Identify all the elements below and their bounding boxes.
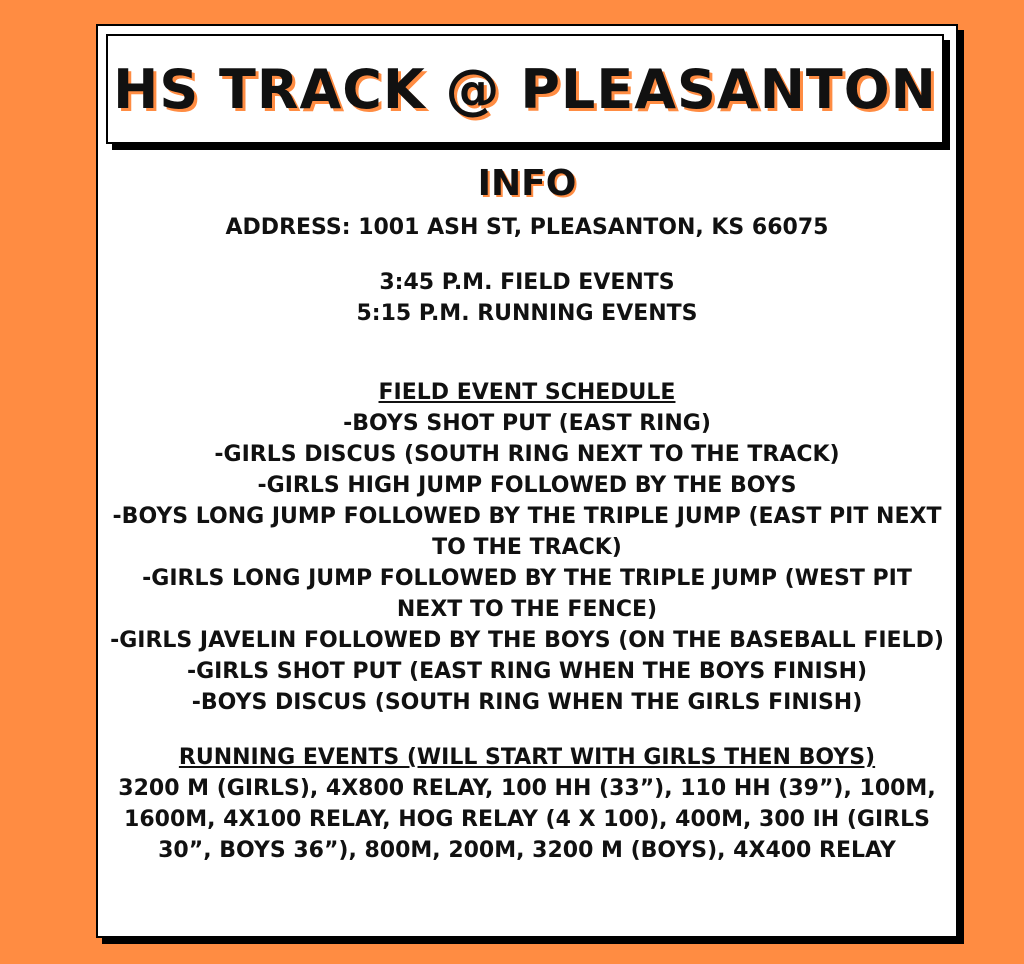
field-event-item: -GIRLS HIGH JUMP FOLLOWED BY THE BOYS xyxy=(257,473,797,498)
running-events-list: 3200 M (GIRLS), 4X800 RELAY, 100 HH (33”), 110 HH (39”), 100M, 1600M, 4X100 RELAY, HOG RELAY (4 X 100), 400M, 300 IH (GIRLS 30”, BOYS 36”), 800M, 200M, 3200 M (BOYS), 4X400 RELAY xyxy=(118,776,936,863)
start-times xyxy=(98,267,956,329)
field-event-item: -BOYS DISCUS (SOUTH RING WHEN THE GIRLS FINISH) xyxy=(191,690,863,715)
field-schedule-heading: FIELD EVENT SCHEDULE xyxy=(378,380,676,405)
field-event-item: -BOYS LONG JUMP FOLLOWED BY THE TRIPLE JUMP (EAST PIT NEXT TO THE TRACK) xyxy=(112,504,942,560)
field-event-item: -BOYS SHOT PUT (EAST RING) xyxy=(343,411,711,436)
title-box xyxy=(106,34,944,144)
field-event-item: -GIRLS JAVELIN FOLLOWED BY THE BOYS (ON THE BASEBALL FIELD) xyxy=(110,628,944,653)
address-line: ADDRESS: 1001 ASH ST, PLEASANTON, KS 66075 xyxy=(225,215,829,240)
running-events-heading: RUNNING EVENTS (WILL START WITH GIRLS THEN BOYS) xyxy=(178,745,876,770)
field-schedule-list xyxy=(98,408,956,718)
field-event-item: -GIRLS LONG JUMP FOLLOWED BY THE TRIPLE JUMP (WEST PIT NEXT TO THE FENCE) xyxy=(142,566,912,622)
running-events-time: 5:15 P.M. RUNNING EVENTS xyxy=(356,301,698,326)
field-events-time: 3:45 P.M. FIELD EVENTS xyxy=(379,270,675,295)
flyer-card xyxy=(96,24,958,938)
flyer-content xyxy=(98,160,956,866)
field-event-item: -GIRLS SHOT PUT (EAST RING WHEN THE BOYS FINISH) xyxy=(186,659,868,684)
info-heading: INFO xyxy=(477,163,577,204)
field-event-item: -GIRLS DISCUS (SOUTH RING NEXT TO THE TRACK) xyxy=(214,442,840,467)
page-title: HS TRACK @ PLEASANTON xyxy=(113,57,937,121)
